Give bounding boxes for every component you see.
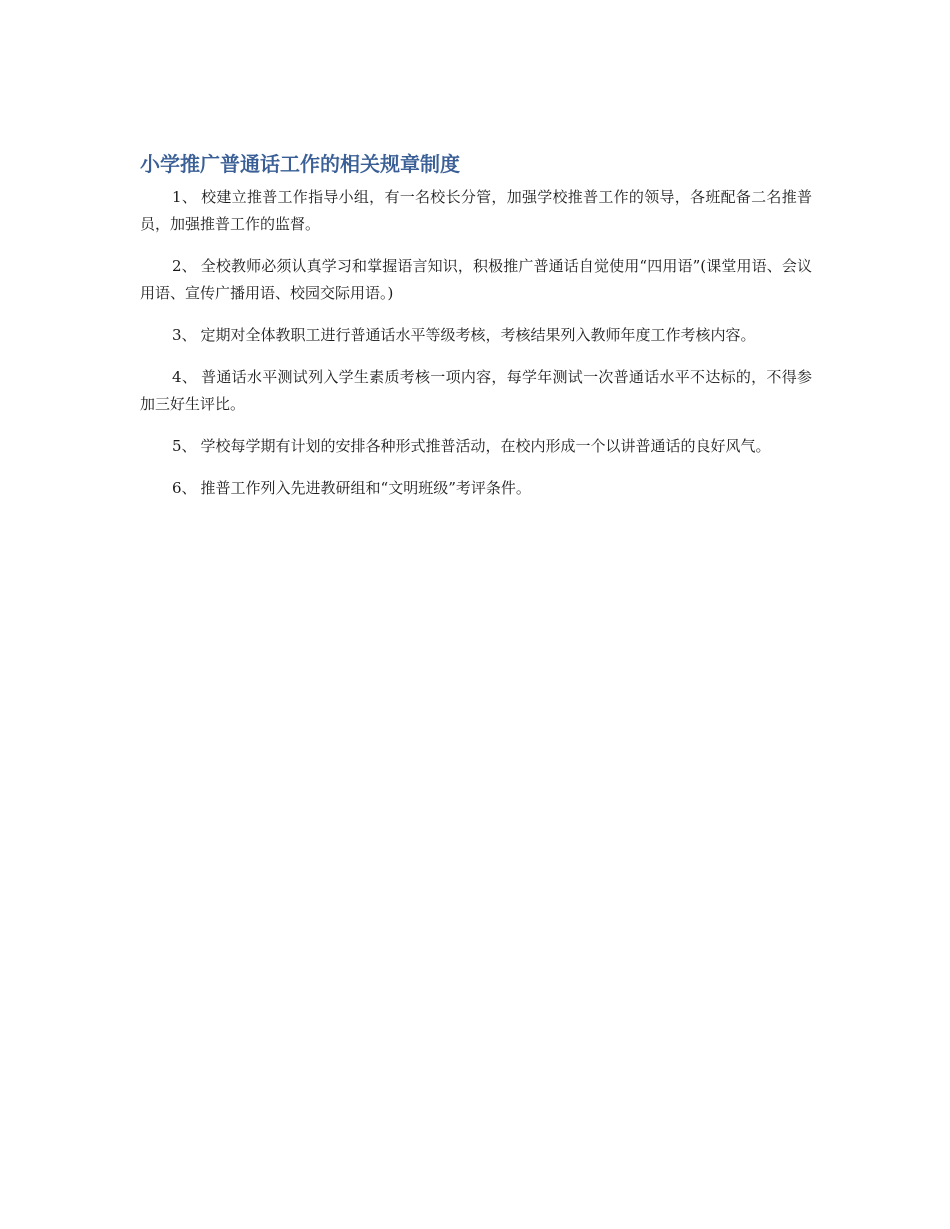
- paragraph-text: 推普工作列入先进教研组和“文明班级”考评条件。: [200, 479, 531, 497]
- paragraph-3: [140, 322, 812, 349]
- page-title: 小学推广普通话工作的相关规章制度: [140, 152, 460, 176]
- paragraph-text: 全校教师必须认真学习和掌握语言知识，积极推广普通话自觉使用“四用语”(课堂用语、会议用语、宣传广播用语、校园交际用语。): [140, 257, 812, 302]
- paragraph-number: 1、: [172, 188, 198, 206]
- paragraph-number: 4、: [172, 368, 198, 386]
- paragraph-number: 2、: [172, 257, 197, 275]
- paragraph-text: 定期对全体教职工进行普通话水平等级考核，考核结果列入教师年度工作考核内容。: [200, 326, 756, 344]
- paragraph-1: [140, 184, 812, 238]
- paragraph-number: 5、: [172, 437, 197, 455]
- paragraph-5: [140, 433, 812, 460]
- paragraph-number: 6、: [172, 479, 197, 497]
- paragraph-text: 学校每学期有计划的安排各种形式推普活动，在校内形成一个以讲普通话的良好风气。: [200, 437, 771, 455]
- paragraph-number: 3、: [172, 326, 197, 344]
- paragraph-text: 普通话水平测试列入学生素质考核一项内容，每学年测试一次普通话水平不达标的，不得参加三好生评比。: [140, 368, 812, 413]
- paragraph-text: 校建立推普工作指导小组，有一名校长分管，加强学校推普工作的领导，各班配备二名推普员，加强推普工作的监督。: [140, 188, 812, 233]
- document-body: [140, 150, 812, 517]
- paragraph-2: [140, 253, 812, 307]
- paragraph-4: [140, 364, 812, 418]
- paragraph-6: [140, 475, 812, 502]
